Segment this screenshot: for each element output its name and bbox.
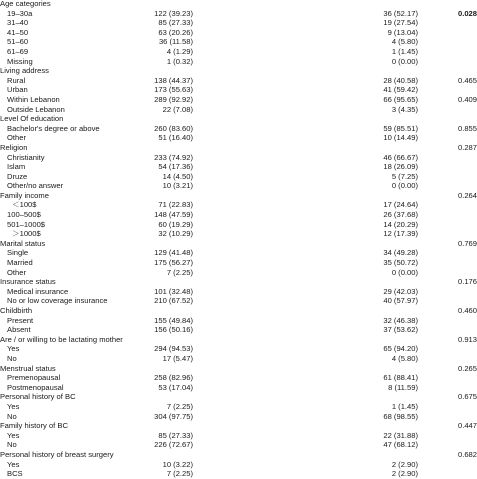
group1-value: 210 (67.52) xyxy=(154,296,193,306)
group2-value: 10 (14.49) xyxy=(383,133,418,143)
group1-value: 71 (22.83) xyxy=(158,200,193,210)
table-row xyxy=(0,440,474,450)
row-label: Medical insurance xyxy=(7,286,69,296)
group1-value: 148 (47.59) xyxy=(154,210,193,220)
row-label: Missing xyxy=(7,56,33,66)
table-row xyxy=(0,200,474,210)
group2-value: 19 (27.54) xyxy=(383,18,418,28)
group2-value: 34 (49.28) xyxy=(383,248,418,258)
group2-value: 40 (57.97) xyxy=(383,296,418,306)
group1-value: 32 (10.29) xyxy=(158,229,193,239)
table-row xyxy=(0,105,474,115)
group1-value: 289 (92.92) xyxy=(154,94,193,104)
p-value: 0.460 xyxy=(458,306,477,315)
table-row xyxy=(0,153,474,163)
table-row xyxy=(0,248,474,258)
table-category-row xyxy=(0,114,474,124)
row-label: 51–60 xyxy=(7,37,29,47)
row-label: Yes xyxy=(7,401,20,411)
group2-value: 1 (1.45) xyxy=(391,401,418,411)
p-value: 0.769 xyxy=(458,238,477,248)
p-value: 0.465 xyxy=(458,75,477,85)
row-label: Present xyxy=(7,315,34,325)
group2-value: 4 (5.80) xyxy=(391,37,418,47)
group2-value: 68 (98.55) xyxy=(383,411,418,421)
table-row xyxy=(0,469,474,479)
row-label: Druze xyxy=(7,171,28,181)
table-row xyxy=(0,181,474,191)
group2-value: 65 (94.20) xyxy=(383,344,418,354)
group1-value: 14 (4.50) xyxy=(162,171,193,181)
row-label: No xyxy=(7,440,17,450)
group2-value: 47 (68.12) xyxy=(383,440,418,450)
group1-value: 129 (41.48) xyxy=(154,248,193,258)
group1-value: 258 (82.96) xyxy=(154,373,193,383)
row-label: Urban xyxy=(7,85,28,95)
table-category-row xyxy=(0,334,477,345)
group1-value: 51 (16.40) xyxy=(158,133,193,143)
table-row xyxy=(0,123,477,134)
table-row xyxy=(0,325,474,335)
p-value: 0.855 xyxy=(458,123,477,133)
row-label: ＞1000$ xyxy=(12,229,41,239)
row-label: Bachelor's degree or above xyxy=(7,123,100,133)
table-category-row xyxy=(0,306,477,316)
row-label: Within Lebanon xyxy=(7,94,60,104)
row-label: Other/no answer xyxy=(7,181,64,191)
table-row xyxy=(0,210,474,220)
group1-value: 10 (3.22) xyxy=(162,459,193,469)
group2-value: 14 (20.29) xyxy=(383,219,418,229)
group1-value: 17 (5.47) xyxy=(162,353,193,363)
row-label: Insurance status xyxy=(0,277,56,287)
group2-value: 0 (0.00) xyxy=(391,56,418,66)
table-row xyxy=(0,412,474,422)
row-label: 41–50 xyxy=(7,27,29,37)
table-row xyxy=(0,354,474,364)
table-category-row xyxy=(0,0,474,9)
group1-value: 53 (17.04) xyxy=(158,382,193,392)
row-label: Family history of BC xyxy=(0,421,68,431)
group1-value: 175 (56.27) xyxy=(154,258,193,268)
table-category-row xyxy=(0,238,477,249)
table-row xyxy=(0,316,474,326)
row-label: No xyxy=(7,353,17,363)
row-label: Rural xyxy=(7,75,26,85)
row-label: Postmenopausal xyxy=(7,382,64,392)
group1-value: 233 (74.92) xyxy=(154,152,193,162)
group1-value: 22 (7.08) xyxy=(162,104,193,114)
table-row xyxy=(0,133,474,143)
row-label: Menstrual status xyxy=(0,363,56,373)
table-category-row xyxy=(0,392,477,402)
table-row xyxy=(0,258,474,268)
row-label: 19–30a xyxy=(7,8,33,18)
p-value: 0.287 xyxy=(458,142,477,152)
row-label: BCS xyxy=(7,469,23,479)
p-value: 0.913 xyxy=(458,334,477,344)
group2-value: 61 (88.41) xyxy=(383,373,418,383)
row-label: Childbirth xyxy=(0,306,33,315)
row-label: Outside Lebanon xyxy=(7,104,65,114)
table-row xyxy=(0,344,474,354)
group1-value: 60 (19.29) xyxy=(158,219,193,229)
p-value: 0.028 xyxy=(458,8,477,18)
row-label: Yes xyxy=(7,430,20,440)
table-row xyxy=(0,373,474,383)
table-row xyxy=(0,172,474,182)
group2-value: 28 (40.58) xyxy=(383,75,418,85)
table-row xyxy=(0,18,474,28)
row-label: Level Of education xyxy=(0,114,64,124)
group2-value: 22 (31.88) xyxy=(383,430,418,440)
table-row xyxy=(0,47,474,57)
group1-value: 1 (0.32) xyxy=(166,56,193,66)
p-value: 0.264 xyxy=(458,190,477,200)
p-value: 0.447 xyxy=(458,421,477,431)
table-category-row xyxy=(0,363,477,374)
group2-value: 66 (95.65) xyxy=(383,94,418,104)
group2-value: 2 (2.90) xyxy=(391,469,418,479)
row-label: Family income xyxy=(0,190,49,200)
group1-value: 173 (55.63) xyxy=(154,85,193,95)
table-row xyxy=(0,431,474,441)
table-category-row xyxy=(0,277,477,287)
group2-value: 3 (4.35) xyxy=(391,104,418,114)
group1-value: 226 (72.67) xyxy=(154,440,193,450)
group2-value: 59 (85.51) xyxy=(383,123,418,133)
row-label: 501–1000$ xyxy=(7,219,46,229)
group1-value: 7 (2.25) xyxy=(166,267,193,277)
row-label: ＜100$ xyxy=(12,200,37,210)
group1-value: 85 (27.33) xyxy=(158,430,193,440)
table-category-row xyxy=(0,190,477,201)
group2-value: 41 (59.42) xyxy=(383,85,418,95)
group2-value: 36 (52.17) xyxy=(383,8,418,18)
row-label: Personal history of BC xyxy=(0,392,76,402)
group1-value: 304 (97.75) xyxy=(154,411,193,421)
row-label: Premenopausal xyxy=(7,373,61,383)
group2-value: 46 (66.67) xyxy=(383,152,418,162)
row-label: Single xyxy=(7,248,29,258)
p-value: 0.265 xyxy=(458,363,477,373)
group2-value: 17 (24.64) xyxy=(383,200,418,210)
group2-value: 12 (17.39) xyxy=(383,229,418,239)
table-category-row xyxy=(0,66,474,76)
table-row xyxy=(0,220,474,230)
group2-value: 29 (42.03) xyxy=(383,286,418,296)
group2-value: 0 (0.00) xyxy=(391,181,418,191)
group1-value: 10 (3.21) xyxy=(162,181,193,191)
p-value: 0.176 xyxy=(458,277,477,287)
p-value: 0.682 xyxy=(458,449,477,459)
group1-value: 63 (20.26) xyxy=(158,27,193,37)
group2-value: 8 (11.59) xyxy=(388,382,418,392)
group2-value: 18 (26.09) xyxy=(383,162,418,172)
table-row xyxy=(0,296,474,306)
row-label: 61–69 xyxy=(7,46,29,56)
row-label: Living address xyxy=(0,66,49,76)
group2-value: 32 (46.38) xyxy=(383,315,418,325)
table-category-row xyxy=(0,142,477,153)
group1-value: 122 (39.23) xyxy=(154,8,193,18)
p-value: 0.675 xyxy=(458,392,477,402)
table-row xyxy=(0,94,477,105)
p-value: 0.409 xyxy=(458,94,477,104)
group1-value: 54 (17.36) xyxy=(158,162,193,172)
group1-value: 294 (94.53) xyxy=(154,344,193,354)
table-row xyxy=(0,75,477,86)
row-label: No or low coverage insurance xyxy=(7,296,108,306)
table-category-row xyxy=(0,421,477,431)
table-category-row xyxy=(0,449,477,460)
row-label: Christianity xyxy=(7,152,45,162)
table-row xyxy=(0,162,474,172)
row-label: Are / or willing to be lactating mother xyxy=(0,334,123,344)
group2-value: 9 (13.04) xyxy=(387,27,418,37)
row-label: Married xyxy=(7,258,33,268)
group1-value: 101 (32.48) xyxy=(154,286,193,296)
row-label: Marital status xyxy=(0,238,46,248)
group1-value: 4 (1.29) xyxy=(166,46,193,56)
row-label: Yes xyxy=(7,344,20,354)
row-label: 31–40 xyxy=(7,18,29,28)
row-label: 100–500$ xyxy=(7,210,41,220)
row-label: Other xyxy=(7,267,26,277)
group1-value: 36 (11.58) xyxy=(158,37,193,47)
group1-value: 156 (50.16) xyxy=(154,325,193,335)
row-label: Other xyxy=(7,133,26,143)
group2-value: 0 (0.00) xyxy=(391,267,418,277)
group2-value: 37 (53.62) xyxy=(383,325,418,335)
row-label: Personal history of breast surgery xyxy=(0,449,114,459)
group2-value: 4 (5.80) xyxy=(391,353,418,363)
table-row xyxy=(0,402,474,412)
row-label: Islam xyxy=(7,162,26,172)
group2-value: 5 (7.25) xyxy=(391,171,418,181)
group1-value: 260 (83.60) xyxy=(154,123,193,133)
row-label: No xyxy=(7,411,17,421)
group1-value: 85 (27.33) xyxy=(158,18,193,28)
group1-value: 155 (49.84) xyxy=(154,315,193,325)
table-row xyxy=(0,37,474,47)
row-label: Yes xyxy=(7,459,20,469)
group1-value: 7 (2.25) xyxy=(166,469,193,479)
row-label: Age categories xyxy=(0,0,51,8)
table-row xyxy=(0,383,474,393)
row-label: Religion xyxy=(0,142,28,152)
table-row xyxy=(0,460,474,470)
table-row xyxy=(0,57,474,67)
group2-value: 26 (37.68) xyxy=(383,210,418,220)
table-row xyxy=(0,229,474,239)
group2-value: 1 (1.45) xyxy=(391,46,418,56)
table-row xyxy=(0,8,477,19)
group1-value: 7 (2.25) xyxy=(166,401,193,411)
group2-value: 35 (50.72) xyxy=(383,258,418,268)
row-label: Absent xyxy=(7,325,31,335)
table-row xyxy=(0,28,474,38)
table-row xyxy=(0,287,474,297)
group2-value: 2 (2.90) xyxy=(391,459,418,469)
group1-value: 138 (44.37) xyxy=(154,75,193,85)
table-row xyxy=(0,268,474,278)
table-row xyxy=(0,85,474,95)
